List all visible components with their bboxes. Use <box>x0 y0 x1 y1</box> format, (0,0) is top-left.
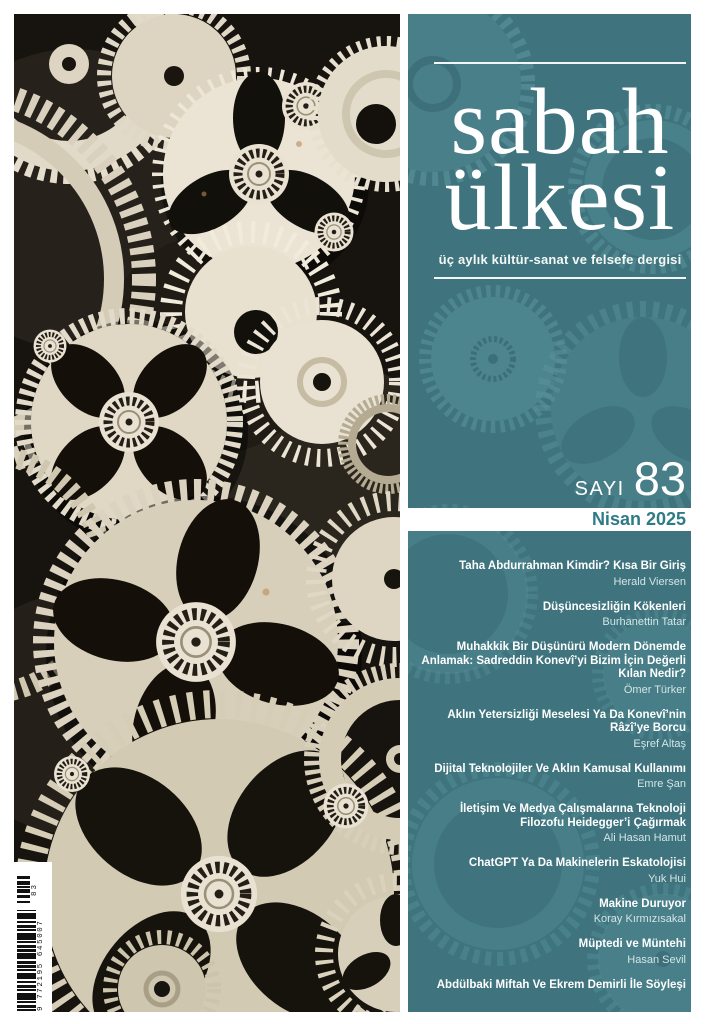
article-title: Dijital Teknolojiler Ve Aklın Kamusal Kullanımı <box>434 762 686 775</box>
article-author: Eşref Altaş <box>633 737 686 750</box>
gears-photo-illustration <box>14 14 400 1012</box>
masthead-top-rule <box>434 62 686 64</box>
masthead-bottom-rule <box>434 277 686 279</box>
toc-item <box>418 601 686 630</box>
date-band <box>408 508 691 531</box>
issn-barcode <box>14 862 52 1012</box>
cover-panel <box>408 14 691 1012</box>
toc-item <box>418 709 686 751</box>
article-author: Koray Kırmızısakal <box>593 913 686 925</box>
issue-block <box>574 452 686 505</box>
magazine-title <box>434 70 686 250</box>
article-author: Emre Şan <box>637 778 686 790</box>
magazine-tagline: üç aylık kültür-sanat ve felsefe dergisi <box>438 252 682 267</box>
toc-item <box>418 979 686 993</box>
issue-label: SAYI <box>574 478 625 500</box>
article-author: Ömer Türker <box>623 683 686 696</box>
article-author: Yuk Hui <box>648 872 686 885</box>
toc-item <box>418 560 686 589</box>
issue-date: Nisan 2025 <box>591 509 686 529</box>
cover-photo <box>14 14 400 1012</box>
article-author: Hasan Sevil <box>627 953 686 966</box>
toc-item <box>418 641 686 697</box>
magazine-title-line2: ülkesi <box>444 146 676 250</box>
magazine-title-line1: sabah <box>450 70 670 174</box>
article-title: Makine Duruyor <box>599 897 686 910</box>
article-title: Müptedi ve Müntehi <box>578 938 686 950</box>
article-title: Taha Abdurrahman Kimdir? Kısa Bir Giriş <box>459 560 686 572</box>
barcode-bars <box>17 910 36 1011</box>
article-title: Düşüncesizliğin Kökenleri <box>542 600 686 613</box>
masthead <box>434 62 686 279</box>
article-title: Aklın Yetersizliği Meselesi Ya Da Konevî’nin Râzî’ye Borcu <box>447 708 686 734</box>
barcode-addon-number: 83 <box>31 883 39 897</box>
toc-item <box>418 803 686 845</box>
toc-item <box>418 898 686 927</box>
table-of-contents <box>418 560 686 992</box>
barcode-addon-bars <box>17 876 30 903</box>
toc-item <box>418 857 686 886</box>
article-title: Muhakkik Bir Düşünürü Modern Dönemde Anlamak: Sadreddin Konevî’yi Bizim İçin Değerli Kılan Nedir? <box>421 641 686 680</box>
issue-number: 83 <box>633 452 686 505</box>
barcode-digits: 9 772195 645007 <box>37 919 45 1011</box>
article-author: Burhanettin Tatar <box>602 616 686 628</box>
article-author: Herald Viersen <box>613 575 686 588</box>
article-author: Ali Hasan Hamut <box>603 832 686 844</box>
article-title: Abdülbaki Miftah Ve Ekrem Demirli İle Söyleşi <box>436 978 686 991</box>
article-title: ChatGPT Ya Da Makinelerin Eskatolojisi <box>468 857 686 869</box>
toc-item <box>418 938 686 967</box>
article-title: İletişim Ve Medya Çalışmalarına Teknoloji Filozofu Heidegger’i Çağırmak <box>459 803 686 829</box>
toc-item <box>418 763 686 792</box>
